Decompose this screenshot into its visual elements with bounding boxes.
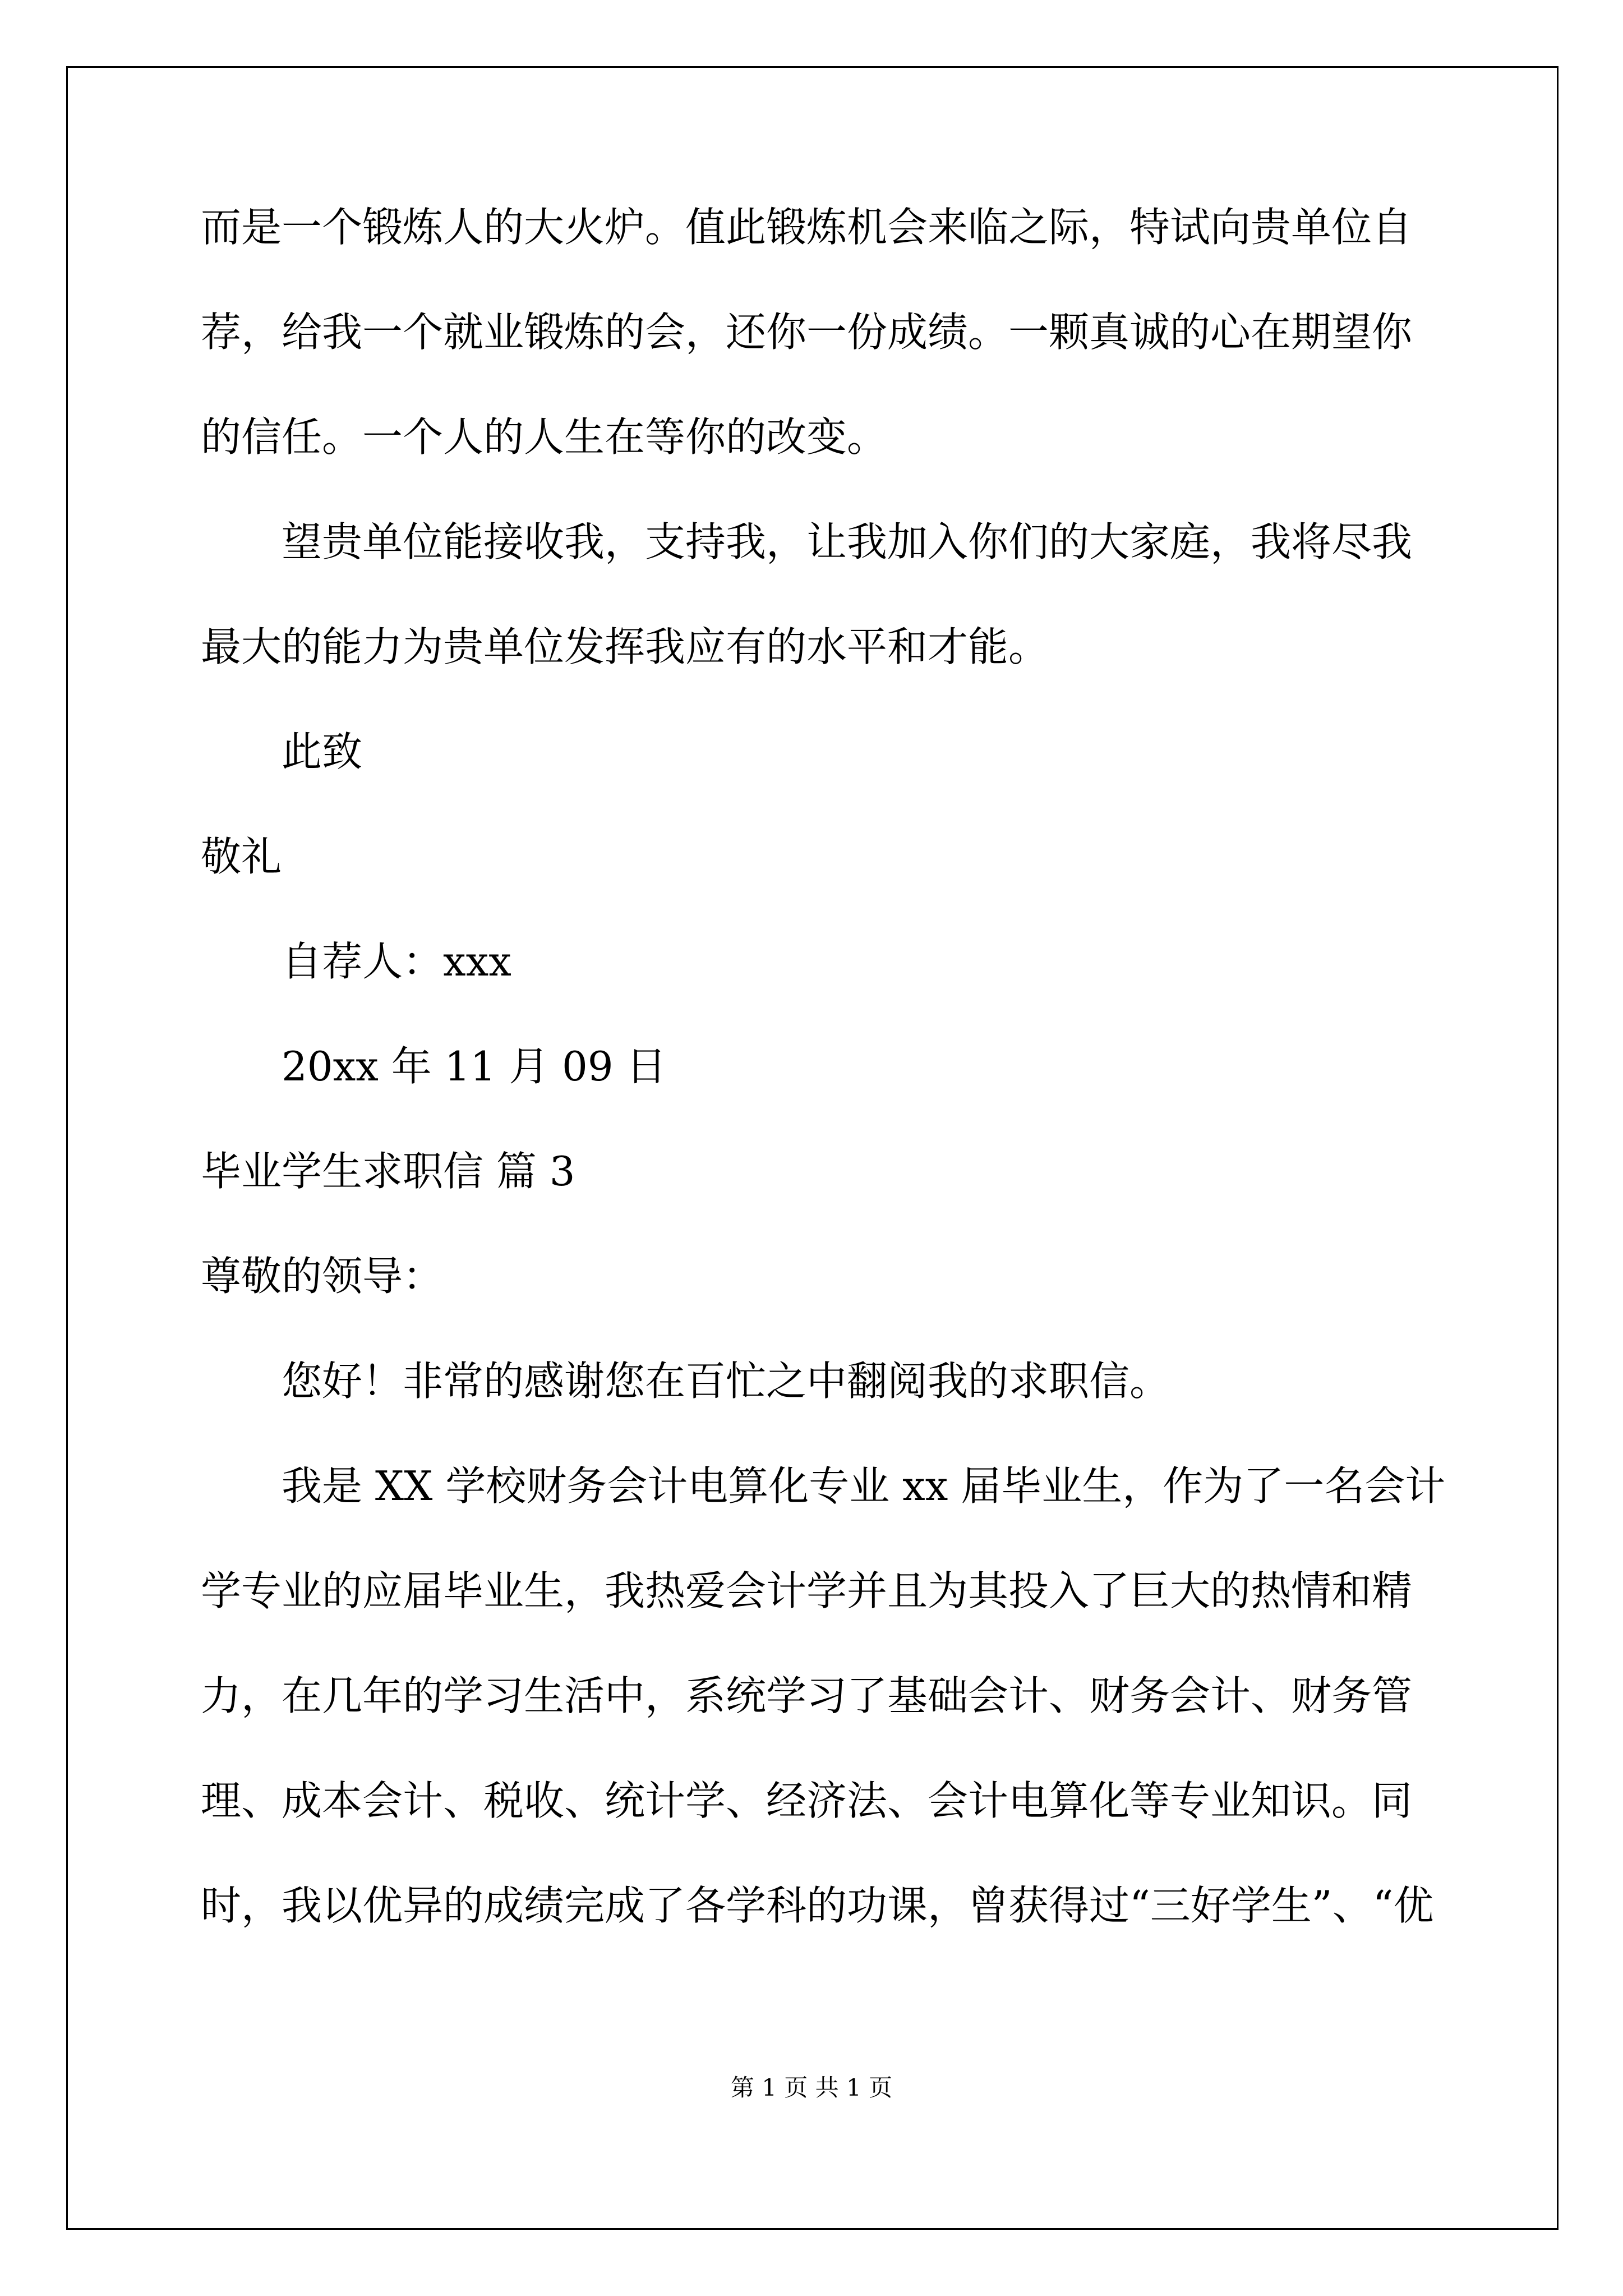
date-line: 20xx 年 11 月 09 日: [282, 1043, 667, 1090]
text-line: 您好！非常的感谢您在百忙之中翻阅我的求职信。: [282, 1358, 1170, 1405]
text-line: 荐，给我一个就业锻炼的会，还你一份成绩。一颗真诚的心在期望你: [201, 309, 1413, 356]
signature-line: 自荐人：xxx: [282, 938, 511, 985]
text-line: 的信任。一个人的人生在等你的改变。: [201, 413, 888, 461]
text-line: 而是一个锻炼人的大火炉。值此锻炼机会来临之际，特试向贵单位自: [201, 204, 1413, 251]
closing-salutation: 此致: [282, 728, 363, 775]
text-line: 最大的能力为贵单位发挥我应有的水平和才能。: [201, 623, 1049, 670]
text-line: 理、成本会计、税收、统计学、经济法、会计电算化等专业知识。同: [201, 1777, 1413, 1824]
text-line: 我是 XX 学校财务会计电算化专业 xx 届毕业生，作为了一名会计: [282, 1462, 1446, 1510]
text-line: 望贵单位能接收我，支持我，让我加入你们的大家庭，我将尽我: [282, 518, 1413, 565]
closing-regards: 敬礼: [201, 833, 282, 880]
page-number-footer: 第 1 页 共 1 页: [730, 2074, 893, 2101]
text-line: 力，在几年的学习生活中，系统学习了基础会计、财务会计、财务管: [201, 1672, 1413, 1719]
text-line: 时，我以优异的成绩完成了各学科的功课，曾获得过“三好学生”、“优: [201, 1882, 1434, 1929]
section-heading: 毕业学生求职信 篇 3: [201, 1148, 575, 1195]
greeting-line: 尊敬的领导：: [201, 1253, 444, 1300]
text-line: 学专业的应届毕业生，我热爱会计学并且为其投入了巨大的热情和精: [201, 1567, 1413, 1614]
